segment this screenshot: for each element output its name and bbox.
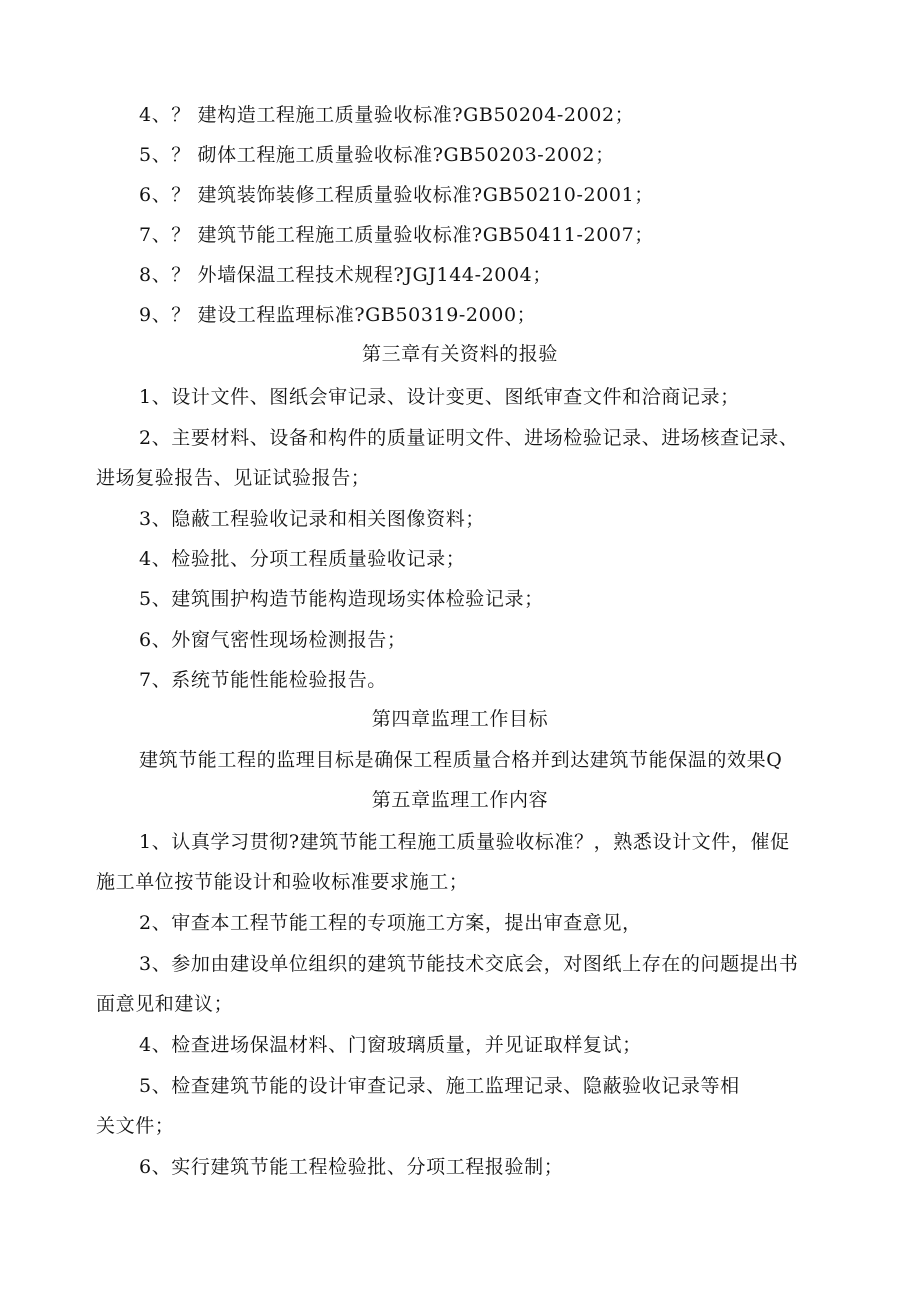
chapter-4-text: 建筑节能工程的监理目标是确保工程质量合格并到达建筑节能保温的效果Q [139,749,783,771]
chapter-3-item-5: 5、建筑围护构造节能构造现场实体检验记录； [139,588,544,610]
chapter-3-item-7: 7、系统节能性能检验报告。 [139,669,387,691]
chapter-3-item-2-cont: 进场复验报告、见证试验报告； [96,467,371,489]
standard-item-7: 7、？ 建筑节能工程施工质量验收标准?GB50411-2007； [139,224,654,246]
chapter-5-item-5-cont: 关文件； [96,1115,175,1137]
chapter-4-title: 第四章监理工作目标 [371,708,549,730]
standard-item-8: 8、？ 外墙保温工程技术规程?JGJ144-2004； [139,264,552,286]
chapter-5-item-6: 6、实行建筑节能工程检验批、分项工程报验制； [139,1156,564,1178]
chapter-5-item-2: 2、审查本工程节能工程的专项施工方案，提出审查意见， [139,912,642,934]
standard-item-9: 9、？ 建设工程监理标准?GB50319-2000； [139,304,537,326]
chapter-5-item-1-cont: 施工单位按节能设计和验收标准要求施工； [96,871,469,893]
chapter-5-item-1: 1、认真学习贯彻?建筑节能工程施工质量验收标准？，熟悉设计文件，催促 [139,831,790,853]
standard-item-6: 6、？ 建筑装饰装修工程质量验收标准?GB50210-2001； [139,184,654,206]
standard-item-4: 4、？ 建构造工程施工质量验收标准?GB50204-2002； [139,104,635,126]
chapter-3-item-6: 6、外窗气密性现场检测报告； [139,629,407,651]
chapter-3-title: 第三章有关资料的报验 [361,343,558,365]
chapter-3-item-1: 1、设计文件、图纸会审记录、设计变更、图纸审查文件和洽商记录； [139,386,740,408]
standard-item-5: 5、？ 砌体工程施工质量验收标准?GB50203-2002； [139,144,615,166]
chapter-5-item-5: 5、检查建筑节能的设计审查记录、施工监理记录、隐蔽验收记录等相 [139,1075,740,1097]
chapter-3-item-4: 4、检验批、分项工程质量验收记录； [139,548,466,570]
chapter-3-item-3: 3、隐蔽工程验收记录和相关图像资料； [139,508,485,530]
chapter-3-item-2: 2、主要材料、设备和构件的质量证明文件、进场检验记录、进场核查记录、 [139,427,799,449]
chapter-5-title: 第五章监理工作内容 [371,789,549,811]
chapter-5-item-3: 3、参加由建设单位组织的建筑节能技术交底会，对图纸上存在的问题提出书 [139,953,799,975]
chapter-5-item-3-cont: 面意见和建议； [96,993,234,1015]
chapter-5-item-4: 4、检查进场保温材料、门窗玻璃质量，并见证取样复试； [139,1034,642,1056]
